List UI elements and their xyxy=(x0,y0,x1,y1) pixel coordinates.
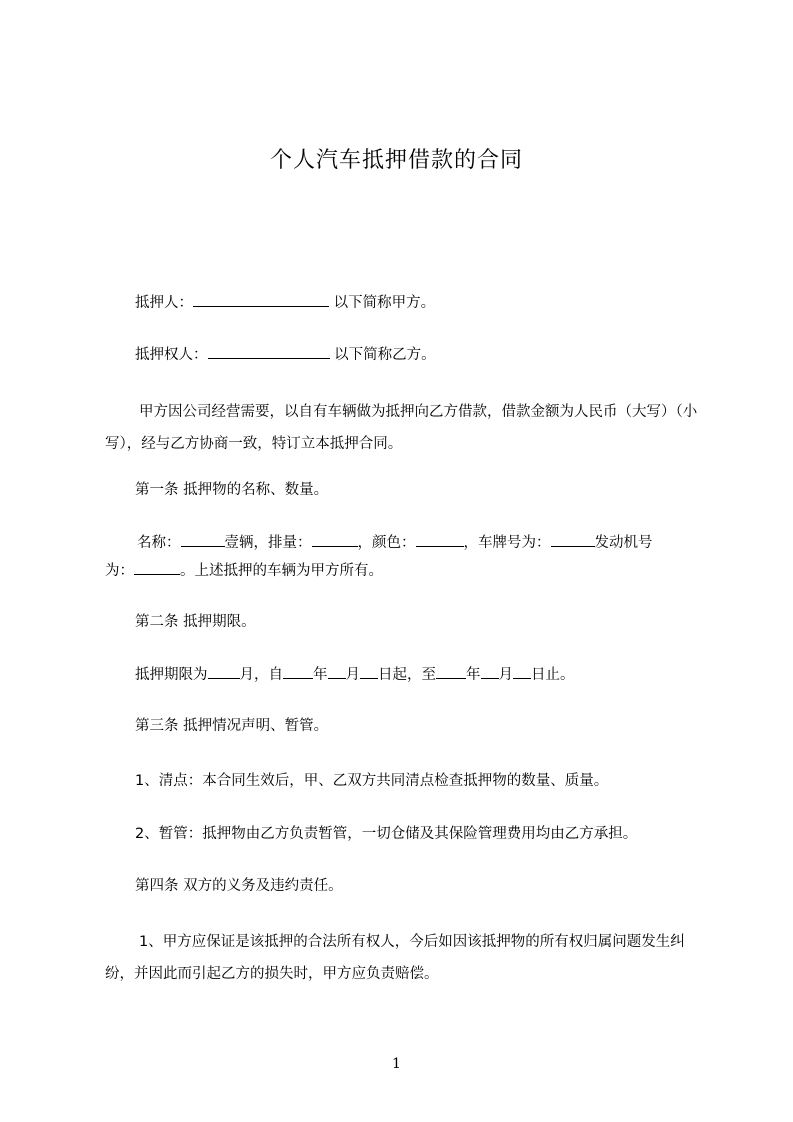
article-2-heading: 第二条 抵押期限。 xyxy=(135,614,256,630)
term-text-2: 月，自 xyxy=(239,667,283,683)
mortgagor-suffix: 以下简称甲方。 xyxy=(333,295,436,311)
vehicle-line-1 xyxy=(137,532,737,553)
plate-blank[interactable] xyxy=(551,532,595,547)
term-text-6: 年 xyxy=(466,667,481,683)
mortgagee-line xyxy=(135,344,735,365)
vehicle-ownership-text: 。上述抵押的车辆为甲方所有。 xyxy=(180,563,383,579)
end-year-blank[interactable] xyxy=(436,664,466,679)
article-3-heading: 第三条 抵押情况声明、暂管。 xyxy=(135,718,329,734)
mortgagor-label: 抵押人： xyxy=(135,295,193,311)
vehicle-displacement-label: 壹辆，排量： xyxy=(224,535,312,551)
plate-label: ，车牌号为： xyxy=(463,535,551,551)
end-day-blank[interactable] xyxy=(513,664,531,679)
engine-blank[interactable] xyxy=(134,560,180,575)
term-months-blank[interactable] xyxy=(208,664,240,679)
end-month-blank[interactable] xyxy=(481,664,499,679)
engine-prefix: 为： xyxy=(105,563,134,579)
term-text-8: 日止。 xyxy=(531,667,575,683)
mortgagee-suffix: 以下简称乙方。 xyxy=(334,347,436,363)
term-line xyxy=(135,664,735,685)
mortgagee-label: 抵押权人： xyxy=(135,347,208,363)
term-text-5: 日起，至 xyxy=(378,667,436,683)
term-text-4: 月 xyxy=(345,667,360,683)
start-month-blank[interactable] xyxy=(328,664,346,679)
intro-paragraph: 甲方因公司经营需要，以自有车辆做为抵押向乙方借款，借款金额为人民币（大写）（小写），经与乙方协商一致，特订立本抵押合同。 xyxy=(105,404,698,452)
contract-title: 个人汽车抵押借款的合同 xyxy=(269,148,523,173)
term-text-7: 月 xyxy=(498,667,513,683)
term-text-1: 抵押期限为 xyxy=(135,667,208,683)
vehicle-color-label: ，颜色： xyxy=(357,535,416,551)
mortgagee-blank[interactable] xyxy=(208,344,330,359)
vehicle-name-blank[interactable] xyxy=(181,532,225,547)
clause-3-2: 2、暂管：抵押物由乙方负责暂管，一切仓储及其保险管理费用均由乙方承担。 xyxy=(135,826,638,842)
vehicle-name-label: 名称： xyxy=(137,535,181,551)
clause-4-1: 1、甲方应保证是该抵押的合法所有权人，今后如因该抵押物的所有权归属问题发生纠纷，并因此而引起乙方的损失时，甲方应负责赔偿。 xyxy=(105,934,685,982)
vehicle-line-2 xyxy=(105,560,705,581)
article-4-heading: 第四条 双方的义务及违约责任。 xyxy=(135,878,343,894)
mortgagor-line xyxy=(135,292,735,313)
term-text-3: 年 xyxy=(313,667,328,683)
displacement-blank[interactable] xyxy=(312,532,358,547)
clause-3-1: 1、清点：本合同生效后，甲、乙双方共同清点检查抵押物的数量、质量。 xyxy=(135,773,609,789)
mortgagor-blank[interactable] xyxy=(193,292,329,307)
start-day-blank[interactable] xyxy=(360,664,378,679)
start-year-blank[interactable] xyxy=(283,664,313,679)
article-1-heading: 第一条 抵押物的名称、数量。 xyxy=(135,482,329,498)
page-number: 1 xyxy=(392,1056,401,1072)
color-blank[interactable] xyxy=(416,532,464,547)
engine-label: 发动机号 xyxy=(594,535,653,551)
